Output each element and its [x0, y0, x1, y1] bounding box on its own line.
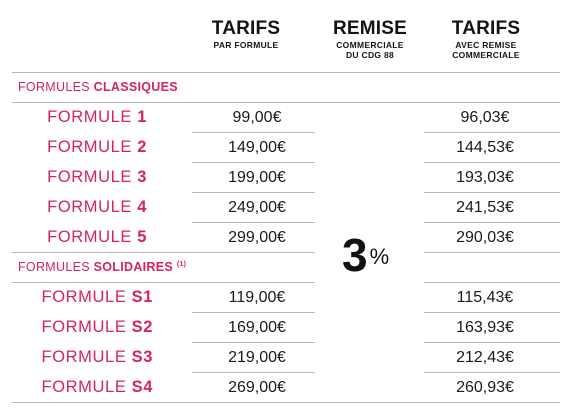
formula-name: [0, 318, 153, 337]
formula-prefix: FORMULE: [47, 168, 138, 186]
table-bottom-rule: [12, 402, 560, 403]
section-divider-classiques: [12, 102, 560, 103]
header-tarifs-remise: [434, 18, 538, 60]
price: 199,00€: [228, 169, 286, 186]
section-label-solidaires: [18, 260, 186, 274]
row-divider: [192, 342, 315, 343]
header-tarifs-remise-title: TARIFS: [451, 18, 521, 39]
price: 269,00€: [228, 379, 286, 396]
formula-prefix: FORMULE: [47, 228, 138, 246]
section-label-prefix: FORMULES: [18, 260, 94, 274]
section-label-bold: CLASSIQUES: [93, 80, 178, 94]
formula-prefix: FORMULE: [47, 198, 138, 216]
header-divider: [12, 72, 560, 73]
row-divider: [424, 372, 560, 373]
row-divider: [192, 312, 315, 313]
row-divider: [192, 372, 315, 373]
section-label-classiques: [18, 80, 178, 94]
price: 169,00€: [228, 319, 286, 336]
formula-prefix: FORMULE: [41, 288, 132, 306]
discounted-price: 193,03€: [456, 169, 514, 186]
formula-code: S1: [131, 288, 153, 306]
formula-prefix: FORMULE: [41, 348, 132, 366]
formula-code: 1: [137, 108, 147, 126]
row-divider: [192, 162, 315, 163]
percent-sign: %: [369, 244, 390, 269]
row-divider: [424, 132, 560, 133]
discounted-price: 144,53€: [456, 139, 514, 156]
section-divider-solidaires-top: [12, 252, 315, 253]
price: 99,00€: [232, 109, 282, 126]
formula-name: [0, 378, 153, 397]
discount-number: 3: [342, 229, 368, 281]
discounted-price: 96,03€: [460, 109, 510, 126]
formula-name: [0, 168, 147, 187]
formula-prefix: FORMULE: [47, 138, 138, 156]
formula-code: 3: [137, 168, 147, 186]
discounted-price: 163,93€: [456, 319, 514, 336]
discounted-price: 212,43€: [456, 349, 514, 366]
price: 119,00€: [228, 289, 286, 306]
section-divider-solidaires: [12, 282, 315, 283]
header-remise: [318, 18, 422, 60]
discounted-price: 115,43€: [456, 289, 514, 306]
formula-name: [0, 288, 153, 307]
row-divider: [192, 222, 315, 223]
formula-prefix: FORMULE: [41, 378, 132, 396]
formula-name: [0, 108, 147, 127]
section-label-bold: SOLIDAIRES: [93, 260, 174, 274]
price: 149,00€: [228, 139, 286, 156]
section-divider-solidaires-right: [424, 282, 560, 283]
price: 299,00€: [228, 229, 286, 246]
formula-code: 4: [137, 198, 147, 216]
price: 249,00€: [228, 199, 286, 216]
discounted-price: 290,03€: [456, 229, 514, 246]
header-tarifs-subtitle: PAR FORMULE: [213, 40, 279, 50]
formula-prefix: FORMULE: [47, 108, 138, 126]
header-remise-subtitle-1: COMMERCIALE: [336, 40, 404, 50]
price: 219,00€: [228, 349, 286, 366]
formula-name: [0, 198, 147, 217]
formula-name: [0, 138, 147, 157]
header-remise-title: REMISE: [332, 18, 408, 39]
formula-code: S3: [131, 348, 153, 366]
formula-code: S4: [131, 378, 153, 396]
row-divider: [424, 192, 560, 193]
header-tarifs-remise-subtitle-2: COMMERCIALE: [452, 50, 520, 60]
formula-prefix: FORMULE: [41, 318, 132, 336]
row-divider: [424, 162, 560, 163]
formula-code: 5: [137, 228, 147, 246]
section-label-prefix: FORMULES: [18, 80, 94, 94]
formula-name: [0, 228, 147, 247]
discount-value: [342, 229, 390, 281]
footnote-marker: (1): [176, 260, 187, 268]
discounted-price: 260,93€: [456, 379, 514, 396]
row-divider: [424, 342, 560, 343]
row-divider: [192, 132, 315, 133]
header-remise-subtitle-2: DU CDG 88: [345, 50, 395, 60]
header-tarifs-remise-subtitle-1: AVEC REMISE: [455, 40, 517, 50]
formula-name: [0, 348, 153, 367]
discounted-price: 241,53€: [456, 199, 514, 216]
formula-code: S2: [131, 318, 153, 336]
header-tarifs-title: TARIFS: [211, 18, 281, 39]
formula-code: 2: [137, 138, 147, 156]
row-divider: [192, 192, 315, 193]
section-divider-solidaires-top-right: [424, 252, 560, 253]
row-divider: [424, 312, 560, 313]
header-tarifs: [200, 18, 292, 50]
row-divider: [424, 222, 560, 223]
